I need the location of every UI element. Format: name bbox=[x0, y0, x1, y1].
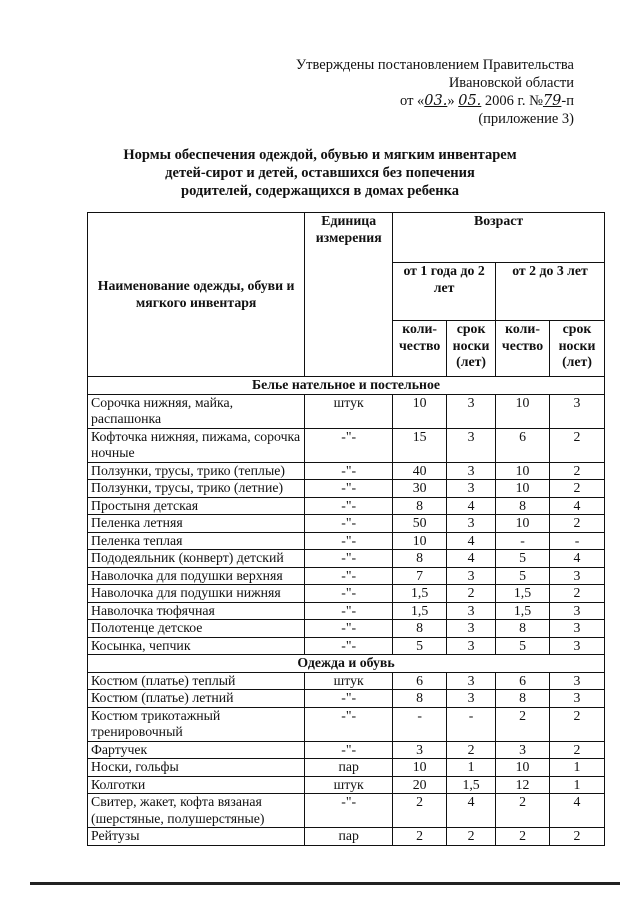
qty-age-1-2: 2 bbox=[393, 828, 447, 846]
item-name: Костюм трикотажный тренировочный bbox=[88, 707, 305, 741]
term-age-2-3: 2 bbox=[550, 480, 605, 498]
approval-line2: Ивановской области bbox=[448, 75, 574, 91]
term-age-2-3: 2 bbox=[550, 462, 605, 480]
table-row bbox=[88, 759, 605, 777]
date-day: 03. bbox=[424, 93, 448, 109]
term-age-2-3: - bbox=[550, 532, 605, 550]
table-row bbox=[88, 637, 605, 655]
qty-age-2-3: 8 bbox=[496, 690, 550, 708]
table-row bbox=[88, 828, 605, 846]
decree-suffix: -п bbox=[561, 93, 574, 109]
qty-age-2-3: 3 bbox=[496, 741, 550, 759]
item-unit: -"- bbox=[305, 794, 393, 828]
section-title: Одежда и обувь bbox=[88, 655, 605, 673]
table-row bbox=[88, 462, 605, 480]
item-unit: -"- bbox=[305, 741, 393, 759]
date-prefix: от « bbox=[400, 93, 425, 109]
term-age-2-3: 3 bbox=[550, 620, 605, 638]
term-age-1-2: 3 bbox=[447, 394, 496, 428]
qty-age-2-3: 1,5 bbox=[496, 602, 550, 620]
table-row bbox=[88, 776, 605, 794]
item-name: Полотенце детское bbox=[88, 620, 305, 638]
item-name: Сорочка нижняя, майка, распашонка bbox=[88, 394, 305, 428]
term-age-1-2: 3 bbox=[447, 462, 496, 480]
table-row bbox=[88, 707, 605, 741]
table-row bbox=[88, 672, 605, 690]
term-age-2-3: 2 bbox=[550, 741, 605, 759]
term-age-2-3: 2 bbox=[550, 707, 605, 741]
term-age-1-2: 3 bbox=[447, 602, 496, 620]
term-age-1-2: 4 bbox=[447, 550, 496, 568]
term-age-2-3: 1 bbox=[550, 759, 605, 777]
item-name: Простыня детская bbox=[88, 497, 305, 515]
term-age-1-2: 3 bbox=[447, 690, 496, 708]
term-age-2-3: 4 bbox=[550, 794, 605, 828]
term-age-2-3: 3 bbox=[550, 637, 605, 655]
item-name: Свитер, жакет, кофта вязаная (шерстяные, полушерстяные) bbox=[88, 794, 305, 828]
page-title bbox=[0, 146, 640, 200]
item-name: Фартучек bbox=[88, 741, 305, 759]
item-name: Колготки bbox=[88, 776, 305, 794]
term-age-1-2: 3 bbox=[447, 515, 496, 533]
qty-age-2-3: 10 bbox=[496, 462, 550, 480]
table-row bbox=[88, 741, 605, 759]
header-age-1-2: от 1 года до 2 лет bbox=[393, 263, 496, 321]
item-unit: -"- bbox=[305, 567, 393, 585]
item-unit: -"- bbox=[305, 515, 393, 533]
qty-age-2-3: 5 bbox=[496, 550, 550, 568]
item-name: Наволочка тюфячная bbox=[88, 602, 305, 620]
qty-age-1-2: 7 bbox=[393, 567, 447, 585]
table-row bbox=[88, 480, 605, 498]
qty-age-1-2: 6 bbox=[393, 672, 447, 690]
header-name: Наименование одежды, обуви и мягкого инвентаря bbox=[88, 213, 305, 377]
qty-age-1-2: 8 bbox=[393, 550, 447, 568]
term-age-1-2: 4 bbox=[447, 532, 496, 550]
header-qty: коли-чество bbox=[393, 321, 447, 377]
section-title: Белье нательное и постельное bbox=[88, 377, 605, 395]
table-row bbox=[88, 394, 605, 428]
table-row bbox=[88, 532, 605, 550]
item-unit: -"- bbox=[305, 637, 393, 655]
qty-age-1-2: 10 bbox=[393, 394, 447, 428]
term-age-1-2: 3 bbox=[447, 637, 496, 655]
item-name: Костюм (платье) теплый bbox=[88, 672, 305, 690]
item-unit: -"- bbox=[305, 585, 393, 603]
item-name: Рейтузы bbox=[88, 828, 305, 846]
qty-age-1-2: 10 bbox=[393, 759, 447, 777]
qty-age-1-2: 1,5 bbox=[393, 602, 447, 620]
bottom-divider bbox=[30, 882, 620, 885]
qty-age-2-3: - bbox=[496, 532, 550, 550]
item-name: Костюм (платье) летний bbox=[88, 690, 305, 708]
qty-age-1-2: 8 bbox=[393, 497, 447, 515]
qty-age-2-3: 6 bbox=[496, 672, 550, 690]
table-row bbox=[88, 497, 605, 515]
term-age-2-3: 3 bbox=[550, 567, 605, 585]
item-name: Пеленка летняя bbox=[88, 515, 305, 533]
qty-age-1-2: 8 bbox=[393, 690, 447, 708]
header-qty: коли-чество bbox=[496, 321, 550, 377]
table-row bbox=[88, 602, 605, 620]
table-row bbox=[88, 550, 605, 568]
table-row bbox=[88, 620, 605, 638]
item-name: Пеленка теплая bbox=[88, 532, 305, 550]
norms-table bbox=[87, 212, 605, 846]
item-unit: -"- bbox=[305, 620, 393, 638]
qty-age-1-2: 8 bbox=[393, 620, 447, 638]
qty-age-1-2: 1,5 bbox=[393, 585, 447, 603]
qty-age-1-2: 2 bbox=[393, 794, 447, 828]
term-age-1-2: 3 bbox=[447, 620, 496, 638]
item-name: Носки, гольфы bbox=[88, 759, 305, 777]
qty-age-1-2: 30 bbox=[393, 480, 447, 498]
term-age-1-2: 1 bbox=[447, 759, 496, 777]
qty-age-1-2: 3 bbox=[393, 741, 447, 759]
item-unit: штук bbox=[305, 394, 393, 428]
item-unit: -"- bbox=[305, 497, 393, 515]
item-name: Пододеяльник (конверт) детский bbox=[88, 550, 305, 568]
qty-age-1-2: - bbox=[393, 707, 447, 741]
qty-age-2-3: 12 bbox=[496, 776, 550, 794]
qty-age-2-3: 8 bbox=[496, 620, 550, 638]
qty-age-2-3: 10 bbox=[496, 480, 550, 498]
table-row bbox=[88, 515, 605, 533]
item-unit: -"- bbox=[305, 602, 393, 620]
qty-age-1-2: 5 bbox=[393, 637, 447, 655]
qty-age-2-3: 6 bbox=[496, 428, 550, 462]
qty-age-1-2: 50 bbox=[393, 515, 447, 533]
qty-age-2-3: 10 bbox=[496, 515, 550, 533]
term-age-2-3: 4 bbox=[550, 497, 605, 515]
item-unit: -"- bbox=[305, 690, 393, 708]
term-age-2-3: 3 bbox=[550, 394, 605, 428]
decree-number: 79 bbox=[542, 93, 562, 109]
term-age-2-3: 2 bbox=[550, 585, 605, 603]
header-age-2-3: от 2 до 3 лет bbox=[496, 263, 605, 321]
table-row bbox=[88, 428, 605, 462]
term-age-1-2: 3 bbox=[447, 480, 496, 498]
section-header bbox=[88, 377, 605, 395]
item-name: Косынка, чепчик bbox=[88, 637, 305, 655]
section-header bbox=[88, 655, 605, 673]
qty-age-2-3: 2 bbox=[496, 707, 550, 741]
qty-age-2-3: 5 bbox=[496, 567, 550, 585]
term-age-2-3: 2 bbox=[550, 428, 605, 462]
title-line3: родителей, содержащихся в домах ребенка bbox=[181, 183, 459, 199]
qty-age-1-2: 10 bbox=[393, 532, 447, 550]
term-age-1-2: 2 bbox=[447, 585, 496, 603]
approval-block bbox=[296, 56, 574, 128]
qty-age-1-2: 40 bbox=[393, 462, 447, 480]
item-name: Ползунки, трусы, трико (летние) bbox=[88, 480, 305, 498]
term-age-2-3: 3 bbox=[550, 672, 605, 690]
term-age-2-3: 1 bbox=[550, 776, 605, 794]
term-age-2-3: 3 bbox=[550, 602, 605, 620]
qty-age-2-3: 1,5 bbox=[496, 585, 550, 603]
date-mid: » bbox=[447, 93, 455, 109]
term-age-1-2: 3 bbox=[447, 567, 496, 585]
item-unit: -"- bbox=[305, 462, 393, 480]
term-age-2-3: 3 bbox=[550, 690, 605, 708]
item-name: Наволочка для подушки нижняя bbox=[88, 585, 305, 603]
header-term: срок носки (лет) bbox=[550, 321, 605, 377]
table-row bbox=[88, 794, 605, 828]
item-unit: -"- bbox=[305, 480, 393, 498]
term-age-1-2: 3 bbox=[447, 672, 496, 690]
item-name: Кофточка нижняя, пижама, сорочка ночные bbox=[88, 428, 305, 462]
qty-age-2-3: 2 bbox=[496, 828, 550, 846]
term-age-1-2: 1,5 bbox=[447, 776, 496, 794]
term-age-2-3: 2 bbox=[550, 828, 605, 846]
table-row bbox=[88, 690, 605, 708]
header-term: срок носки (лет) bbox=[447, 321, 496, 377]
approval-date bbox=[296, 92, 574, 110]
item-name: Наволочка для подушки верхняя bbox=[88, 567, 305, 585]
qty-age-2-3: 10 bbox=[496, 759, 550, 777]
item-unit: штук bbox=[305, 672, 393, 690]
term-age-1-2: 2 bbox=[447, 741, 496, 759]
item-unit: -"- bbox=[305, 707, 393, 741]
term-age-2-3: 2 bbox=[550, 515, 605, 533]
header-unit: Единица измерения bbox=[305, 213, 393, 377]
item-unit: пар bbox=[305, 828, 393, 846]
qty-age-2-3: 2 bbox=[496, 794, 550, 828]
term-age-1-2: 2 bbox=[447, 828, 496, 846]
item-unit: -"- bbox=[305, 428, 393, 462]
approval-line1: Утверждены постановлением Правительства bbox=[295, 57, 574, 73]
header-age: Возраст bbox=[393, 213, 605, 263]
item-name: Ползунки, трусы, трико (теплые) bbox=[88, 462, 305, 480]
item-unit: -"- bbox=[305, 550, 393, 568]
item-unit: -"- bbox=[305, 532, 393, 550]
qty-age-2-3: 8 bbox=[496, 497, 550, 515]
title-line1: Нормы обеспечения одеждой, обувью и мягким инвентарем bbox=[123, 147, 517, 163]
title-line2: детей-сирот и детей, оставшихся без попечения bbox=[165, 165, 475, 181]
appendix-label: (приложение 3) bbox=[478, 111, 574, 127]
date-month: 05. bbox=[458, 93, 482, 109]
term-age-1-2: 4 bbox=[447, 497, 496, 515]
date-year: 2006 г. № bbox=[484, 93, 543, 109]
item-unit: штук bbox=[305, 776, 393, 794]
qty-age-2-3: 5 bbox=[496, 637, 550, 655]
table-row bbox=[88, 585, 605, 603]
term-age-1-2: 4 bbox=[447, 794, 496, 828]
term-age-2-3: 4 bbox=[550, 550, 605, 568]
table-body bbox=[88, 377, 605, 846]
item-unit: пар bbox=[305, 759, 393, 777]
qty-age-1-2: 20 bbox=[393, 776, 447, 794]
term-age-1-2: 3 bbox=[447, 428, 496, 462]
qty-age-2-3: 10 bbox=[496, 394, 550, 428]
table-row bbox=[88, 567, 605, 585]
term-age-1-2: - bbox=[447, 707, 496, 741]
qty-age-1-2: 15 bbox=[393, 428, 447, 462]
